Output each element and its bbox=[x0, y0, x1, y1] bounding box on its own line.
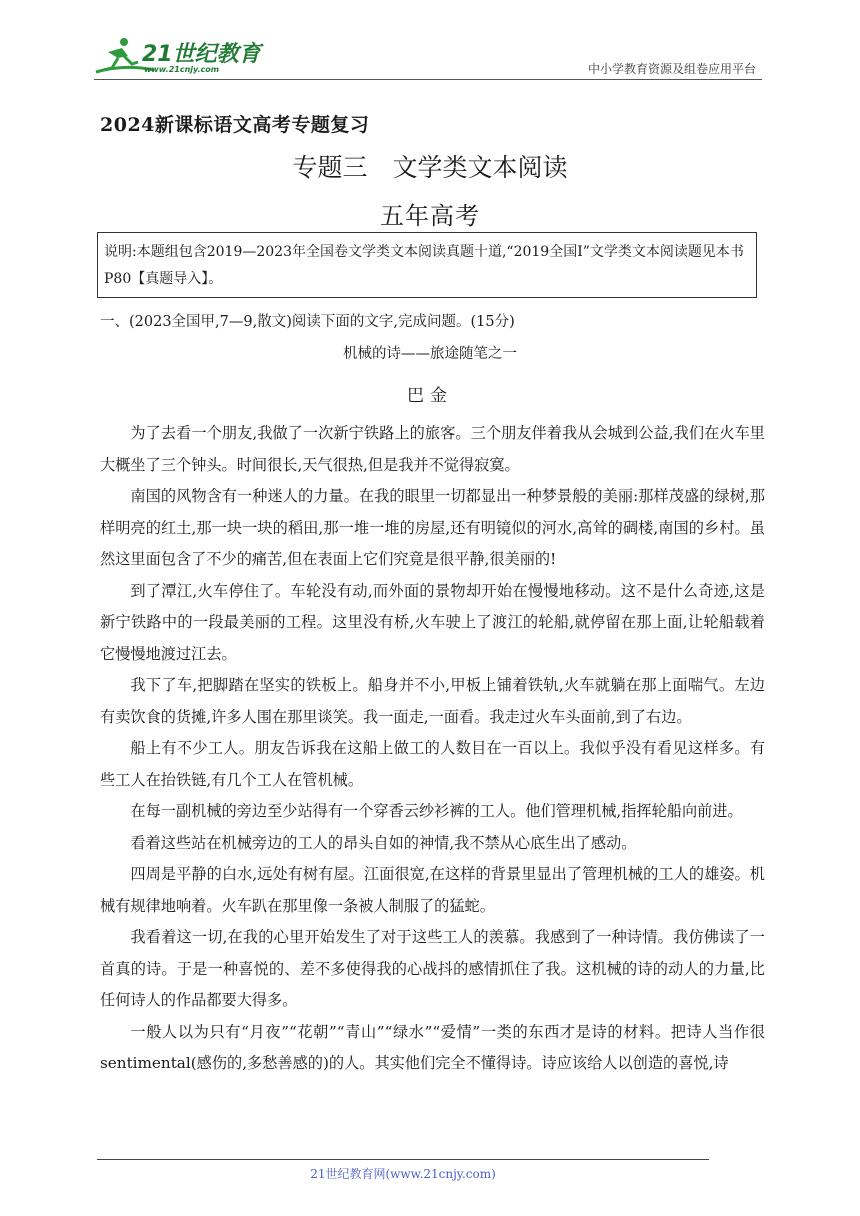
paragraph: 我下了车,把脚踏在坚实的铁板上。船身并不小,甲板上铺着铁轨,火车就躺在那上面喘气。左边有卖饮食的货摊,许多人围在那里谈笑。我一面走,一面看。我走过火车头面前,到了右边。 bbox=[100, 676, 765, 726]
paragraph: 南国的风物含有一种迷人的力量。在我的眼里一切都显出一种梦景般的美丽:那样茂盛的绿树,那样明亮的红土,那一块一块的稻田,那一堆一堆的房屋,还有明镜似的河水,高耸的碉楼,南国的乡村。虽然这里面包含了不少的痛苦,但在表面上它们究竟是很平静,很美丽的! bbox=[100, 487, 765, 568]
logo-text: 21世纪教育 bbox=[142, 42, 261, 67]
paragraph: 为了去看一个朋友,我做了一次新宁铁路上的旅客。三个朋友伴着我从会城到公益,我们在火车里大概坐了三个钟头。时间很长,天气很热,但是我并不觉得寂寞。 bbox=[100, 424, 765, 474]
paragraph: 一般人以为只有“月夜”“花朝”“青山”“绿水”“爱情”一类的东西才是诗的材料。把诗人当作很sentimental(感伤的,多愁善感的)的人。其实他们完全不懂得诗。诗应该给人以创造的喜悦,诗 bbox=[100, 1022, 765, 1072]
course-title: 2024新课标语文高考专题复习 bbox=[100, 114, 370, 136]
page-header bbox=[94, 30, 762, 80]
essay-body bbox=[100, 418, 765, 1080]
paragraph: 我看着这一切,在我的心里开始发生了对于这些工人的羡慕。我感到了一种诗情。我仿佛读了一首真的诗。于是一种喜悦的、差不多使得我的心战抖的感情抓住了我。这机械的诗的动人的力量,比任何诗人的作品都要大得多。 bbox=[100, 928, 765, 1009]
paragraph: 在每一副机械的旁边至少站得有一个穿香云纱衫裤的工人。他们管理机械,指挥轮船向前进。 bbox=[130, 802, 743, 820]
question-line: 一、(2023全国甲,7—9,散文)阅读下面的文字,完成问题。(15分) bbox=[100, 314, 515, 330]
logo-url: www.21cnjy.com bbox=[144, 65, 220, 74]
footer-divider bbox=[97, 1159, 709, 1160]
header-divider bbox=[94, 79, 762, 80]
author: 巴金 bbox=[407, 386, 453, 406]
paragraph: 到了潭江,火车停住了。车轮没有动,而外面的景物却开始在慢慢地移动。这不是什么奇迹,这是新宁铁路中的一段最美丽的工程。这里没有桥,火车驶上了渡江的轮船,就停留在那上面,让轮船载着它慢慢地渡过江去。 bbox=[100, 581, 765, 663]
site-slogan: 中小学教育资源及组卷应用平台 bbox=[587, 62, 756, 76]
sub-title: 五年高考 bbox=[380, 202, 480, 230]
paragraph: 看着这些站在机械旁边的工人的昂头自如的神情,我不禁从心底生出了感动。 bbox=[130, 833, 637, 852]
main-title: 专题三 文学类文本阅读 bbox=[292, 153, 568, 182]
site-logo bbox=[94, 34, 264, 76]
paragraph: 船上有不少工人。朋友告诉我在这船上做工的人数目在一百以上。我似乎没有看见这样多。有些工人在抬铁链,有几个工人在管机械。 bbox=[100, 739, 765, 789]
note-box: 说明:本题组包含2019—2023年全国卷文学类文本阅读真题十道,“2019全国Ⅰ”文学类文本阅读题见本书P80【真题导入】。 bbox=[97, 232, 757, 298]
paragraph: 四周是平静的白水,远处有树有屋。江面很宽,在这样的背景里显出了管理机械的工人的雄姿。机械有规律地响着。火车趴在那里像一条被人制服了的猛蛇。 bbox=[100, 865, 765, 915]
footer-link[interactable]: 21世纪教育网(www.21cnjy.com) bbox=[310, 1167, 496, 1181]
essay-title: 机械的诗——旅途随笔之一 bbox=[343, 346, 517, 362]
